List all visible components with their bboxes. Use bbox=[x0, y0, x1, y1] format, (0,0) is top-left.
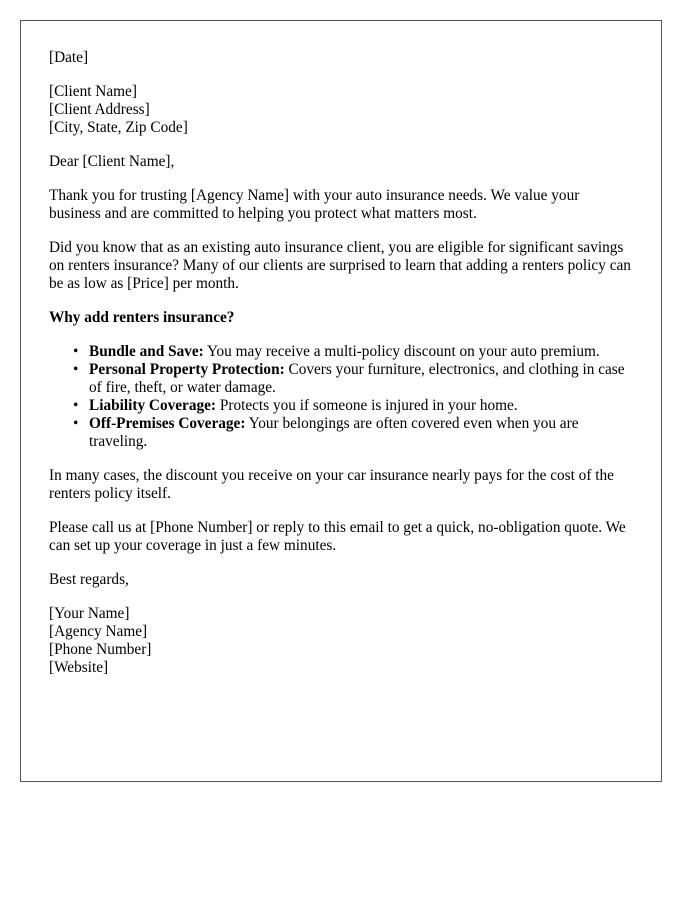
salutation: Dear [Client Name], bbox=[49, 153, 175, 170]
bullet-icon: • bbox=[73, 361, 79, 378]
sender-phone: [Phone Number] bbox=[49, 641, 152, 658]
date-line bbox=[49, 49, 633, 67]
benefit-item-liability bbox=[73, 397, 633, 415]
eligibility-paragraph: Did you know that as an existing auto insurance client, you are eligible for significant savings on renters insurance? Many of our clients are surprised to learn that adding a renters policy can be as low as [Price] per month. bbox=[49, 239, 631, 292]
benefits-heading: Why add renters insurance? bbox=[49, 309, 235, 326]
bullet-icon: • bbox=[73, 343, 79, 360]
benefit-item-bundle bbox=[73, 343, 633, 361]
recipient-address: [Client Address] bbox=[49, 101, 150, 118]
recipient-city-state-zip: [City, State, Zip Code] bbox=[49, 119, 188, 136]
closing: Best regards, bbox=[49, 571, 129, 588]
benefit-text: Protects you if someone is injured in your home. bbox=[216, 397, 518, 414]
benefit-title: Off-Premises Coverage: bbox=[89, 415, 246, 432]
intro-paragraph: Thank you for trusting [Agency Name] with your auto insurance needs. We value your business and are committed to helping you protect what matters most. bbox=[49, 187, 580, 222]
call-to-action-paragraph: Please call us at [Phone Number] or reply to this email to get a quick, no-obligation quote. We can set up your coverage in just a few minutes. bbox=[49, 519, 626, 554]
benefit-title: Liability Coverage: bbox=[89, 397, 217, 414]
benefit-item-personal-property bbox=[73, 361, 633, 397]
benefit-text: You may receive a multi-policy discount on your auto premium. bbox=[203, 343, 600, 360]
signature-block bbox=[49, 605, 633, 677]
date: [Date] bbox=[49, 49, 89, 66]
bullet-icon: • bbox=[73, 415, 79, 432]
benefit-title: Personal Property Protection: bbox=[89, 361, 285, 378]
benefit-item-off-premises bbox=[73, 415, 633, 451]
recipient-address-block bbox=[49, 83, 633, 137]
sender-website: [Website] bbox=[49, 659, 109, 676]
discount-paragraph: In many cases, the discount you receive on your car insurance nearly pays for the cost of the renters policy itself. bbox=[49, 467, 614, 502]
benefits-list bbox=[49, 343, 633, 451]
benefit-title: Bundle and Save: bbox=[89, 343, 204, 360]
benefit-text: Your belongings are often covered even when you are traveling. bbox=[89, 415, 579, 450]
bullet-icon: • bbox=[73, 397, 79, 414]
benefit-text: Covers your furniture, electronics, and clothing in case of fire, theft, or water damage. bbox=[89, 361, 625, 396]
sender-agency: [Agency Name] bbox=[49, 623, 148, 640]
recipient-name: [Client Name] bbox=[49, 83, 137, 100]
letter-page bbox=[20, 20, 662, 782]
sender-name: [Your Name] bbox=[49, 605, 130, 622]
